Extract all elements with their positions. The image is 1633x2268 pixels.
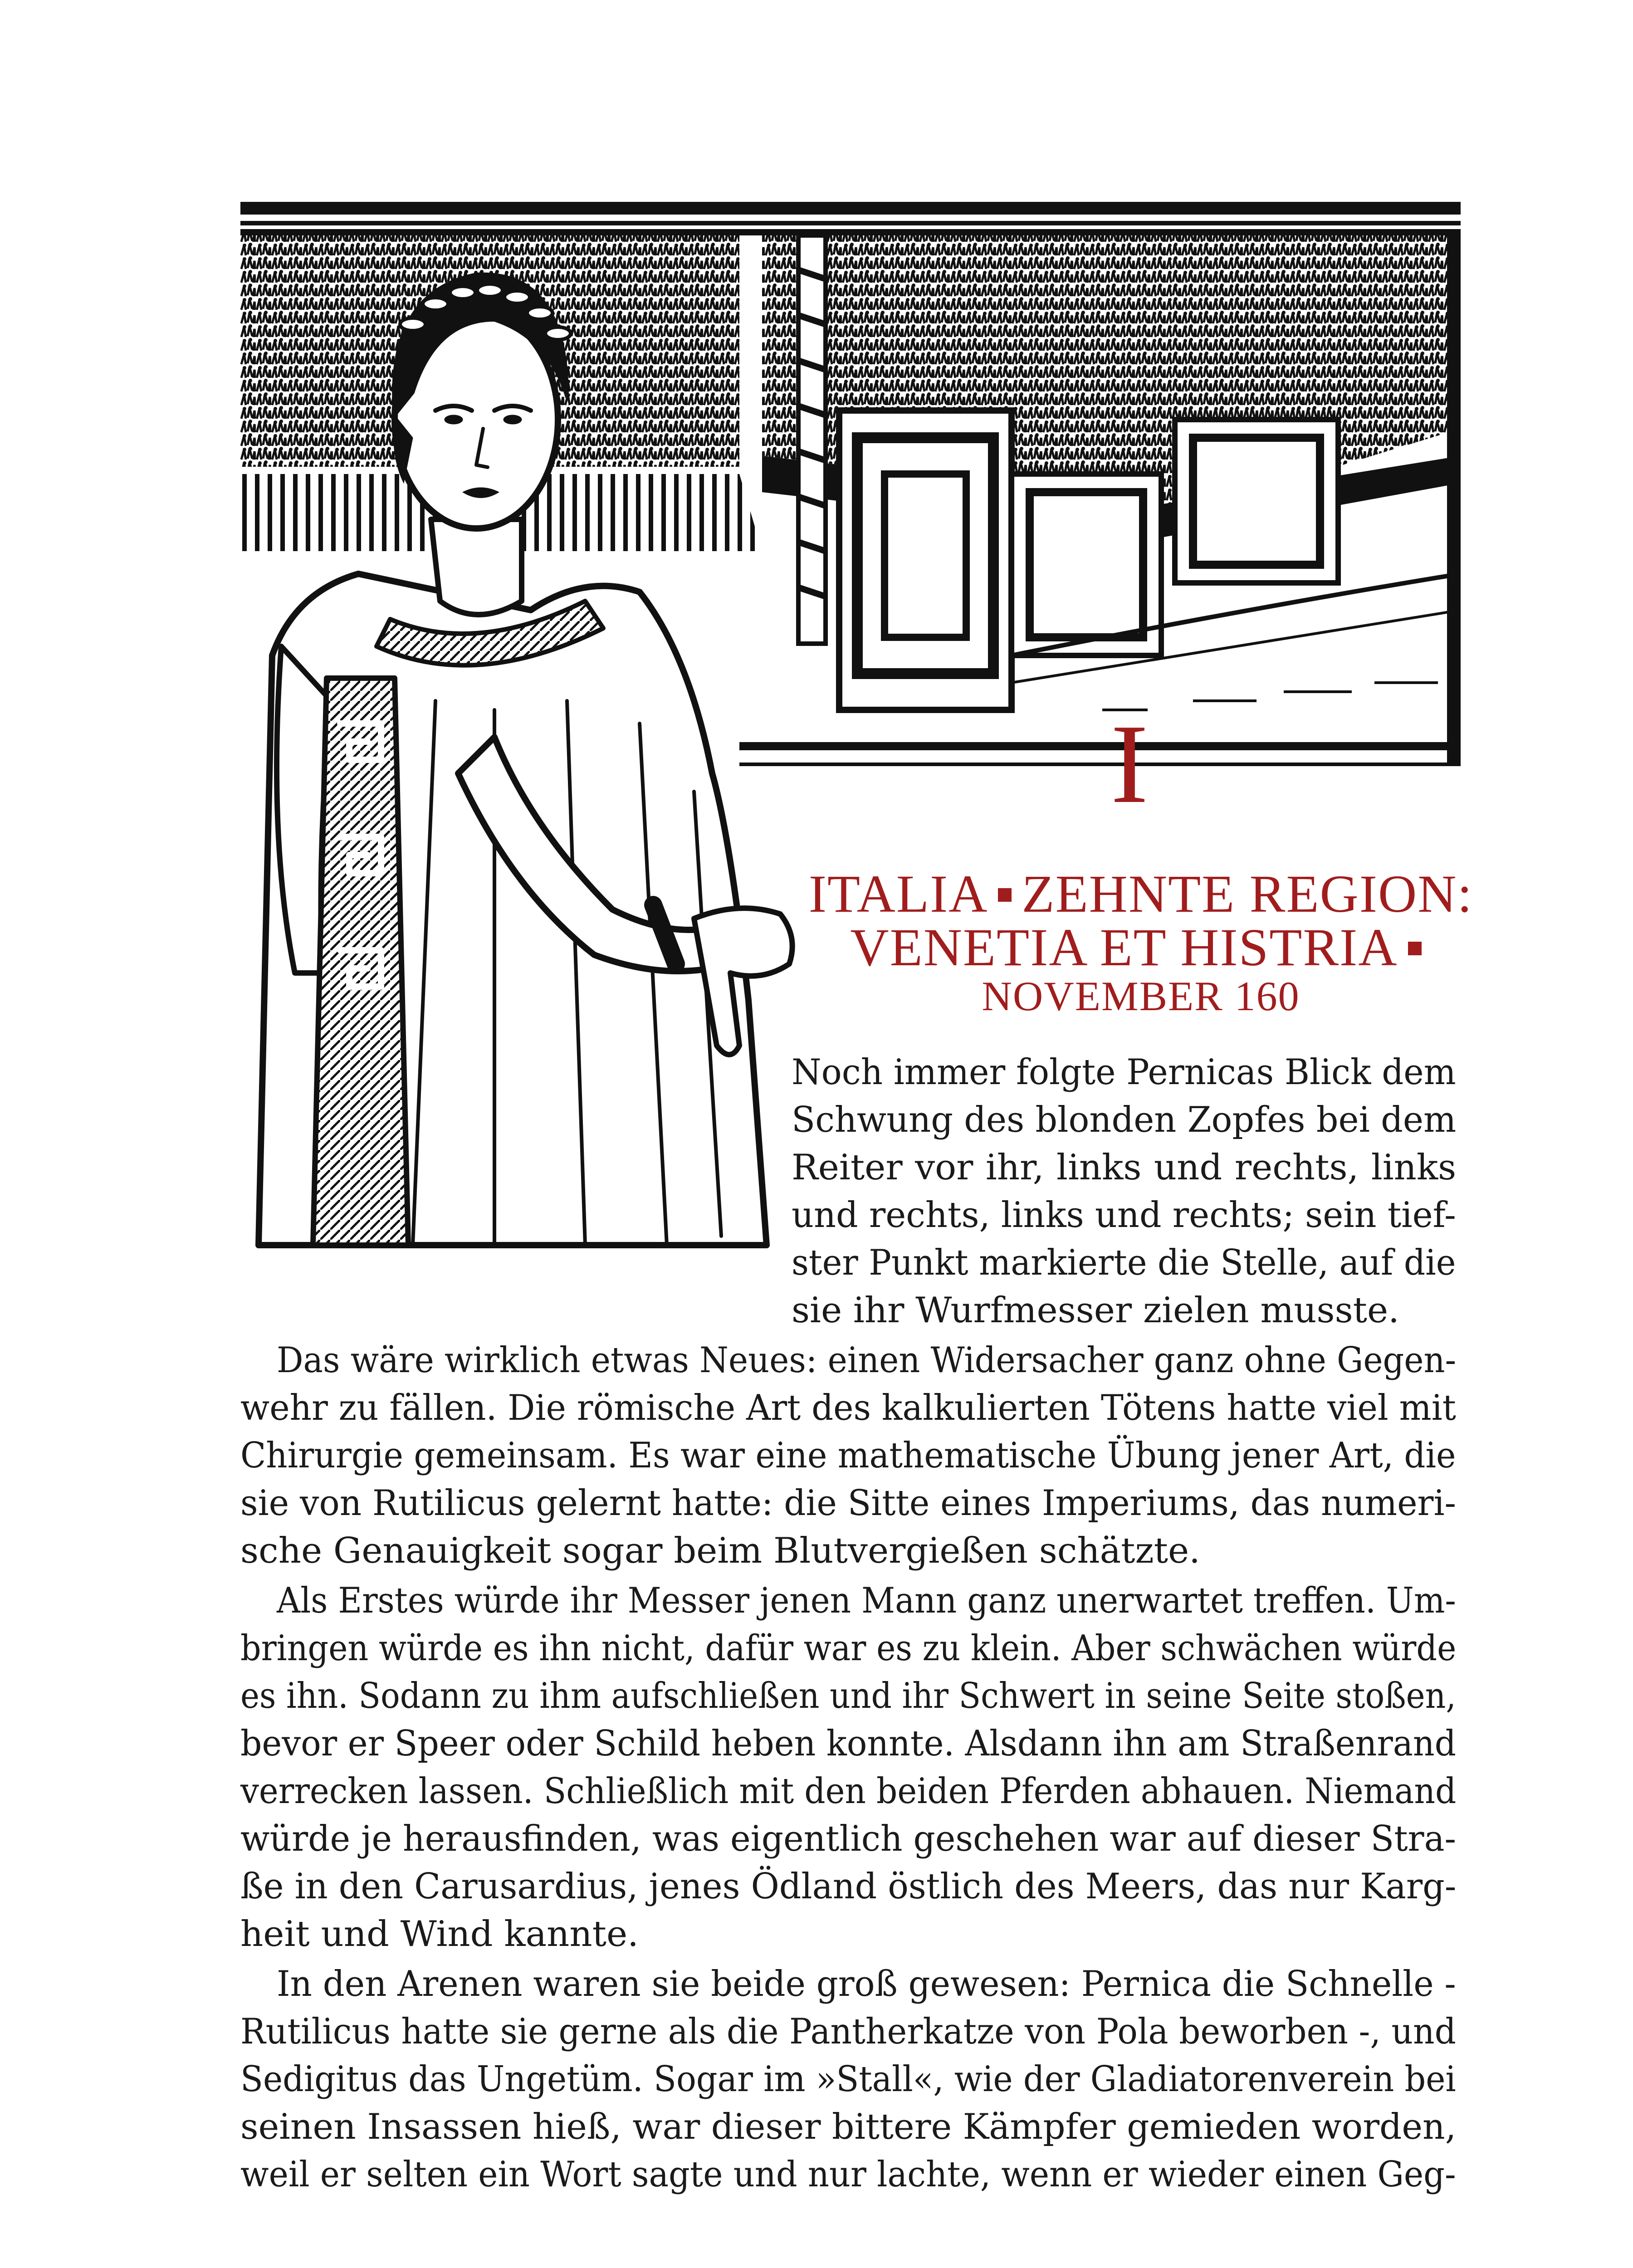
body-line: Reiter vor ihr, links und rechts, links bbox=[792, 1147, 1457, 1188]
body-line: In den Arenen waren sie beide groß gewesen: Pernica die Schnelle - bbox=[277, 1964, 1456, 2004]
heading-italia: ITALIA bbox=[808, 864, 988, 924]
body-line: bevor er Speer oder Schild heben konnte. Alsdann ihn am Straßenrand bbox=[240, 1723, 1457, 1764]
square-bullet-icon bbox=[998, 888, 1012, 902]
heading-venetia: VENETIA ET HISTRIA bbox=[850, 918, 1398, 977]
body-line: verrecken lassen. Schließlich mit den beiden Pferden abhauen. Niemand bbox=[240, 1771, 1457, 1812]
body-line: Das wäre wirklich etwas Neues: einen Widersacher ganz ohne Gegen- bbox=[277, 1340, 1457, 1381]
body-line: ße in den Carusardius, jenes Ödland östlich des Meers, das nur Karg- bbox=[240, 1866, 1457, 1907]
body-line: bringen würde es ihn nicht, dafür war es zu klein. Aber schwächen würde bbox=[240, 1628, 1457, 1669]
body-line: Als Erstes würde ihr Messer jenen Mann ganz unerwartet treffen. Um- bbox=[277, 1580, 1456, 1621]
column bbox=[798, 235, 826, 644]
body-line: ster Punkt markierte die Stelle, auf die bbox=[792, 1242, 1456, 1283]
chapter-number: I bbox=[1110, 701, 1149, 827]
body-line: und rechts, links und rechts; sein tief- bbox=[792, 1195, 1456, 1236]
body-line: Schwung des blonden Zopfes bei dem bbox=[792, 1100, 1457, 1140]
body-line: es ihn. Sodann zu ihm aufschließen und ihr Schwert in seine Seite stoßen, bbox=[240, 1676, 1456, 1716]
top-border bbox=[240, 202, 1461, 215]
body-line: würde je herausfinden, was eigentlich geschehen war auf dieser Stra- bbox=[240, 1818, 1457, 1859]
arena-illustration bbox=[240, 202, 1461, 1254]
body-line: Rutilicus hatte sie gerne als die Pantherkatze von Pola beworben -, und bbox=[240, 2011, 1456, 2052]
square-bullet-icon bbox=[1408, 942, 1422, 955]
body-line: sie von Rutilicus gelernt hatte: die Sitte eines Imperiums, das numeri- bbox=[240, 1483, 1456, 1524]
body-line: sie ihr Wurfmesser zielen musste. bbox=[792, 1290, 1399, 1331]
chapter-date: NOVEMBER 160 bbox=[982, 973, 1300, 1019]
chapter-heading-line-2 bbox=[735, 918, 1547, 977]
heading-region: ZEHNTE REGION: bbox=[1022, 864, 1473, 924]
body-line: seinen Insassen hieß, war dieser bittere Kämpfer gemieden worden, bbox=[240, 2107, 1457, 2147]
body-line: Chirurgie gemeinsam. Es war eine mathematische Übung jener Art, die bbox=[240, 1435, 1456, 1476]
body-line: sche Genauigkeit sogar beim Blutvergießen schätzte. bbox=[240, 1530, 1200, 1571]
body-line: Noch immer folgte Pernicas Blick dem bbox=[792, 1052, 1456, 1093]
body-line: wehr zu fällen. Die römische Art des kalkulierten Tötens hatte viel mit bbox=[240, 1388, 1456, 1428]
chapter-heading-line-1 bbox=[735, 864, 1547, 924]
body-line: Sedigitus das Ungetüm. Sogar im »Stall«, wie der Gladiatorenverein bei bbox=[240, 2059, 1456, 2100]
body-line: heit und Wind kannte. bbox=[240, 1914, 639, 1955]
body-line: weil er selten ein Wort sagte und nur lachte, wenn er wieder einen Geg- bbox=[240, 2154, 1456, 2195]
